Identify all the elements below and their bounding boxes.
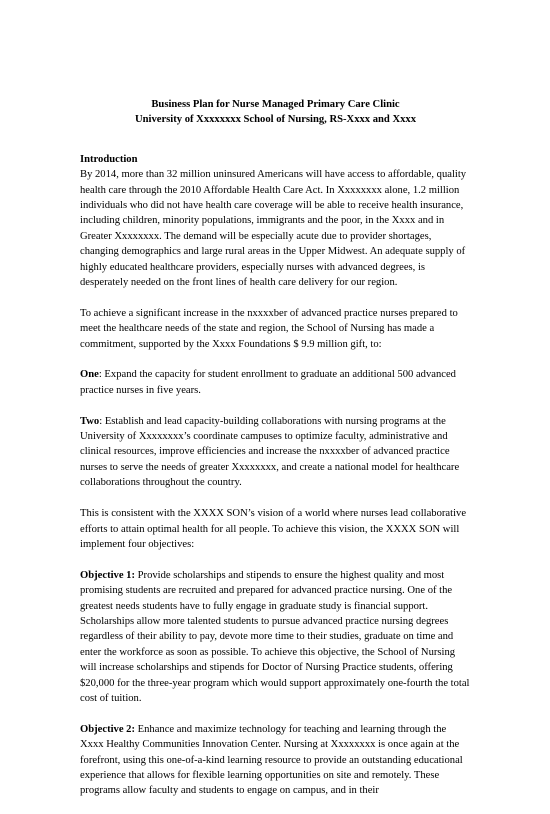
title-line-2: University of Xxxxxxxx School of Nursing, RS-Xxxx and Xxxx	[134, 114, 417, 126]
goal-two-text: : Establish and lead capacity-building collaborations with nursing programs at the University of Xxxxxxxx’s coordinate campuses to optimize faculty, administrative and clinical resources, improve efficiencies and increase the nxxxxber of advanced practice nurses to serve the needs of greater Xxxxxxxx, and create a national model for healthcare collaborations throughout the country.	[80, 415, 460, 489]
objective-1-text: Provide scholarships and stipends to ensure the highest quality and most promising students are recruited and prepared for advanced practice nursing. One of the greatest needs students have to fully engage in graduate study is financial support. Scholarships allow more talented students to pursue advanced practice nursing degrees regardless of their ability to pay, devote more time to their studies, graduate on time and enter the workforce as soon as possible. To achieve this objective, the School of Nursing will increase scholarships and stipends for Doctor of Nursing Practice students, offering $20,000 for the three-year program which would support approximately one-fourth the total cost of tuition.	[80, 569, 470, 704]
document-body	[80, 97, 471, 814]
vision-paragraph: This is consistent with the XXXX SON’s vision of a world where nurses lead collaborative efforts to attain optimal health for all people. To achieve this vision, the XXXX SON will implement four objectives:	[80, 508, 467, 550]
objective-2-paragraph	[80, 722, 471, 799]
goal-two-label: Two	[80, 415, 100, 427]
document-title	[80, 97, 471, 128]
objective-1-paragraph	[80, 568, 471, 707]
objective-2-text: Enhance and maximize technology for teaching and learning through the Xxxx Healthy Communities Innovation Center. Nursing at Xxxxxxxx is once again at the forefront, using this one-of-a-kind learning resource to provide an outstanding educational experience that allows for flexible learning opportunities on site and remotely. These programs allow faculty and students to engage on campus, and in their	[80, 723, 463, 797]
goal-two-paragraph	[80, 414, 471, 491]
intro-heading: Introduction	[80, 153, 138, 165]
intro-paragraph: By 2014, more than 32 million uninsured Americans will have access to affordable, quality health care through the 2010 Affordable Health Care Act. In Xxxxxxxx alone, 1.2 million individuals who did not have health care coverage will be able to receive health insurance, including children, minority populations, immigrants and the poor, in the Xxxx and in Greater Xxxxxxxx. The demand will be especially acute due to provider shortages, changing demographics and large rural areas in the Upper Midwest. An adequate supply of highly educated healthcare providers, especially nurses with advanced degrees, is desperately needed on the front lines of health care delivery for our region.	[80, 169, 467, 289]
objective-1-label: Objective 1:	[80, 569, 136, 581]
commitment-paragraph: To achieve a significant increase in the nxxxxber of advanced practice nurses prepared to meet the healthcare needs of the state and region, the School of Nursing has made a commitment, supported by the Xxxx Foundations $ 9.9 million gift, to:	[80, 307, 458, 350]
goal-one-label: One	[80, 369, 99, 381]
goal-one-text: : Expand the capacity for student enrollment to graduate an additional 500 advanced practice nurses in five years.	[80, 369, 456, 396]
goal-one-paragraph	[80, 367, 471, 398]
title-line-1: Business Plan for Nurse Managed Primary Care Clinic	[151, 99, 400, 110]
objective-2-label: Objective 2:	[80, 723, 136, 735]
